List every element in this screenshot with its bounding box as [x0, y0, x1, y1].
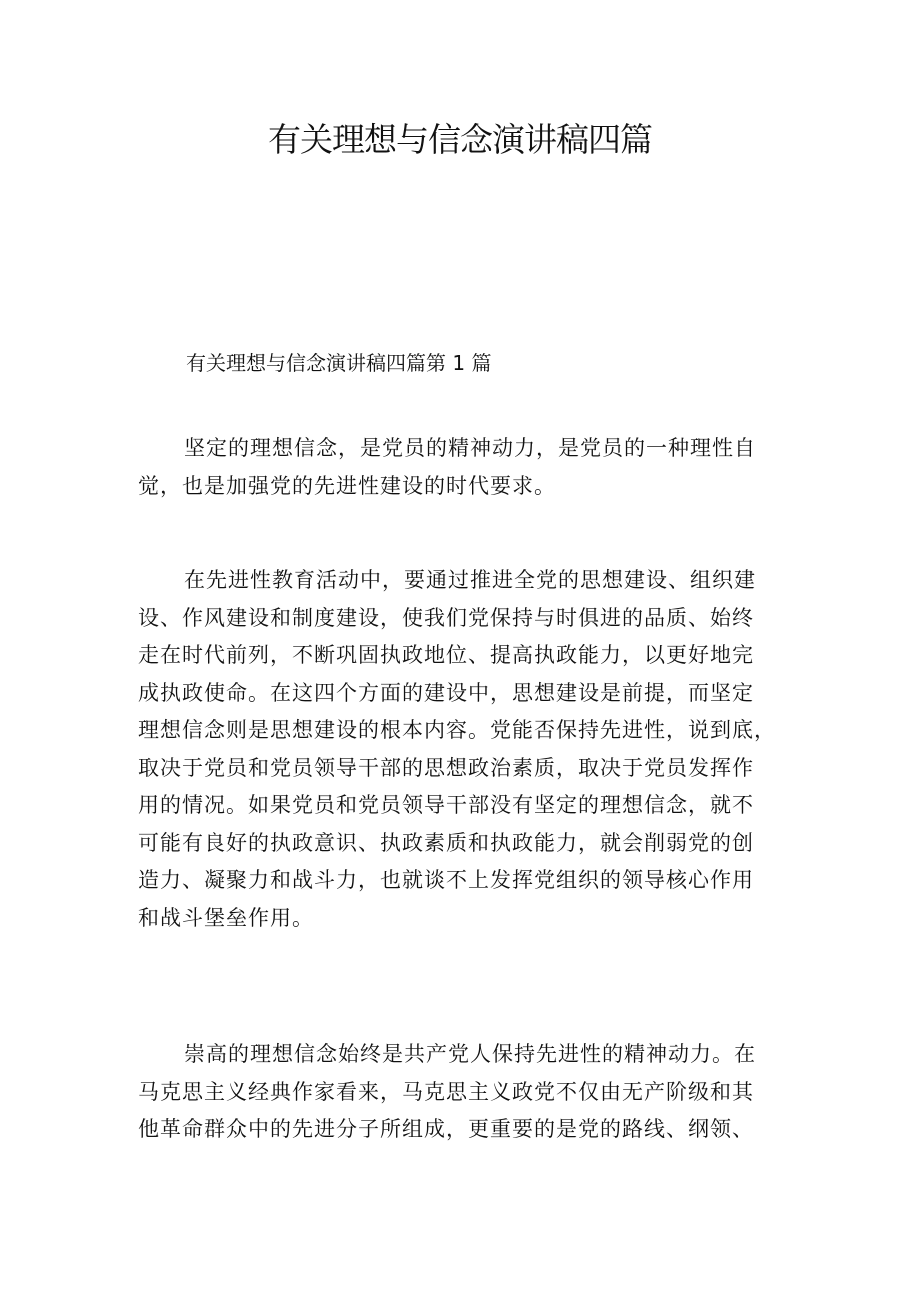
paragraph-line: 在先进性教育活动中，要通过推进全党的思想建设、组织建	[184, 568, 756, 592]
paragraph-line: 和战斗堡垒作用。	[138, 905, 314, 930]
paragraph-line: 用的情况。如果党员和党员领导干部没有坚定的理想信念，就不	[138, 793, 754, 817]
paragraph-line: 觉，也是加强党的先进性建设的时代要求。	[138, 473, 556, 498]
paragraph-line: 走在时代前列，不断巩固执政地位、提高执政能力，以更好地完	[138, 643, 754, 667]
paragraph-line: 他革命群众中的先进分子所组成，更重要的是党的路线、纲领、	[138, 1117, 754, 1141]
paragraph-line: 造力、凝聚力和战斗力，也就谈不上发挥党组织的领导核心作用	[138, 868, 754, 892]
paragraph-line: 崇高的理想信念始终是共产党人保持先进性的精神动力。在	[184, 1042, 756, 1066]
paragraph-line: 可能有良好的执政意识、执政素质和执政能力，就会削弱党的创	[138, 830, 754, 855]
section-subheading: 有关理想与信念演讲稿四篇第 1 篇	[186, 351, 492, 375]
paragraph-1	[138, 430, 790, 505]
paragraph-line: 取决于党员和党员领导干部的思想政治素质，取决于党员发挥作	[138, 755, 754, 780]
paragraph-3	[138, 1036, 790, 1149]
paragraph-line: 理想信念则是思想建设的根本内容。党能否保持先进性，说到底，	[138, 718, 776, 742]
paragraph-line: 马克思主义经典作家看来，马克思主义政党不仅由无产阶级和其	[138, 1079, 754, 1104]
paragraph-2	[138, 562, 790, 937]
paragraph-line: 坚定的理想信念，是党员的精神动力，是党员的一种理性自	[184, 436, 756, 460]
paragraph-line: 设、作风建设和制度建设，使我们党保持与时俱进的品质、始终	[138, 605, 754, 630]
document-title: 有关理想与信念演讲稿四篇	[268, 120, 652, 159]
paragraph-line: 成执政使命。在这四个方面的建设中，思想建设是前提，而坚定	[138, 680, 754, 705]
